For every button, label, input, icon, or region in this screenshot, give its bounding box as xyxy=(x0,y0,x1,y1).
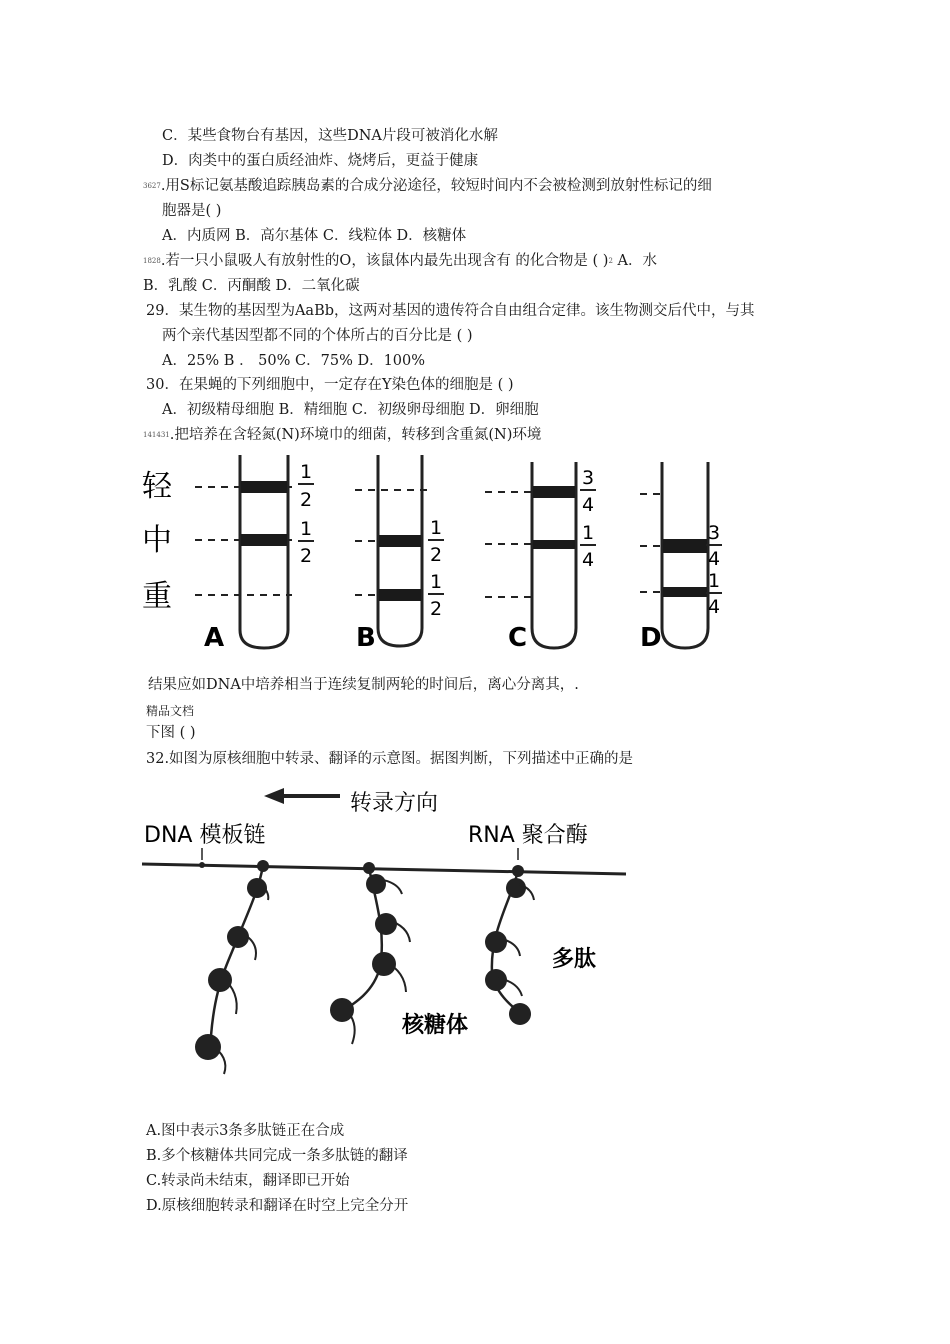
tube-a-fraction1-den: 2 xyxy=(300,489,313,511)
tube-c-fraction2-num: 1 xyxy=(582,522,595,544)
tube-a-label: A xyxy=(204,623,225,653)
ribosome xyxy=(195,1034,221,1060)
q30-stem: 30．在果蝇的下列细胞中，一定存在Y染色体的细胞是 ( ) xyxy=(146,377,514,393)
q26-option-c: C．某些食物台有基因，这些DNA片段可被消化水解 xyxy=(162,128,498,144)
tube-d-fraction2-num: 1 xyxy=(708,570,721,592)
q31-centrifuge-figure xyxy=(140,450,730,655)
q30-options: A．初级精母细胞 B．精细胞 C．初级卵母细胞 D．卵细胞 xyxy=(162,402,539,418)
tube-c-band-medium xyxy=(533,540,575,549)
tube-d-fraction1-den: 4 xyxy=(708,548,721,570)
tube-c-fraction2-den: 4 xyxy=(582,549,595,571)
q32-option-a: A.图中表示3条多肽链正在合成 xyxy=(146,1123,345,1139)
q31-result-text: 结果应如DNA中培养相当于连续复制两轮的时间后，离心分离其，. xyxy=(148,677,579,693)
ribosome xyxy=(506,878,526,898)
q32-option-d: D.原核细胞转录和翻译在时空上完全分开 xyxy=(146,1198,409,1214)
tube-a-fraction2-num: 1 xyxy=(300,518,313,540)
tube-c-label: C xyxy=(508,623,528,653)
q28-stem-text: .若一只小鼠吸人有放射性的O，该鼠体内最先出现含有 的化合物是 ( ) xyxy=(160,253,609,269)
mrna-strand-1 xyxy=(195,866,268,1074)
q27-stem-line2: 胞器是( ) xyxy=(162,203,222,219)
tube-b xyxy=(355,455,444,653)
tube-d-fraction1-num: 3 xyxy=(708,522,721,544)
tube-a-fraction2-den: 2 xyxy=(300,545,313,567)
q28-number: 1828 xyxy=(143,257,161,265)
direction-label: 转录方向 xyxy=(350,791,439,816)
q32-stem: 32.如图为原核细胞中转录、翻译的示意图。据图判断，下列描述中正确的是 xyxy=(146,751,634,767)
q29-stem-line2: 两个亲代基因型都不同的个体所占的百分比是 ( ) xyxy=(162,328,473,344)
q27-options: A．内质网 B．高尔基体 C．线粒体 D．核糖体 xyxy=(162,228,467,244)
q32-transcription-figure xyxy=(140,782,630,1082)
q26-option-d: D．肉类中的蛋白质经油炸、烧烤后，更益于健康 xyxy=(162,153,479,169)
q28-options: B．乳酸 C．丙酮酸 D．二氧化碳 xyxy=(143,278,360,294)
q28-mark: 2 xyxy=(608,257,613,265)
mrna-strand-3 xyxy=(485,871,534,1025)
q29-options: A．25% B ． 50% C．75% D．100% xyxy=(162,353,426,369)
tube-b-band-medium xyxy=(379,535,421,547)
tube-b-fraction1-den: 2 xyxy=(430,544,443,566)
tube-b-fraction2-den: 2 xyxy=(430,598,443,620)
row-label-medium: 中 xyxy=(142,523,172,558)
ribosome xyxy=(375,913,397,935)
dna-template-label: DNA 模板链 xyxy=(144,823,266,848)
rna-polymerase-label: RNA 聚合酶 xyxy=(468,823,588,848)
tube-d xyxy=(640,462,722,653)
ribosome xyxy=(227,926,249,948)
ribosome xyxy=(372,952,396,976)
q32-option-b: B.多个核糖体共同完成一条多肽链的翻译 xyxy=(146,1148,408,1164)
ribosome xyxy=(330,998,354,1022)
q31-stem xyxy=(143,425,541,445)
tube-b-fraction1-num: 1 xyxy=(430,517,443,539)
q29-stem: 29．某生物的基因型为AaBb，这两对基因的遗传符合自由组合定律。该生物测交后代中，与其 xyxy=(146,303,755,319)
ribosome xyxy=(509,1003,531,1025)
direction-arrow xyxy=(264,788,340,804)
q28-stem xyxy=(143,251,657,271)
row-label-heavy: 重 xyxy=(142,579,172,614)
ribosome xyxy=(208,968,232,992)
q28-option-a: A．水 xyxy=(612,253,658,269)
tube-c-band-light xyxy=(533,486,575,498)
q27-stem-text: .用S标记氨基酸追踪胰岛素的合成分泌途径，较短时间内不会被检测到放射性标记的细 xyxy=(160,178,712,194)
tube-a-band-medium xyxy=(241,534,287,546)
tube-a-fraction1-num: 1 xyxy=(300,461,313,483)
tube-b-fraction2-num: 1 xyxy=(430,571,443,593)
tube-d-band-medium xyxy=(663,539,707,553)
tube-c-fraction1-den: 4 xyxy=(582,494,595,516)
dna-strand xyxy=(142,864,626,874)
tube-c-fraction1-num: 3 xyxy=(582,467,595,489)
tube-d-fraction2-den: 4 xyxy=(708,596,721,618)
q27-stem xyxy=(143,176,712,196)
ribosome-label: 核糖体 xyxy=(402,1013,469,1038)
tube-a-band-light xyxy=(241,481,287,493)
tube-a xyxy=(195,455,314,653)
q31-number: 141431 xyxy=(143,431,170,439)
watermark-text: 精品文档 xyxy=(146,704,195,718)
polypeptide-label: 多肽 xyxy=(552,947,597,972)
ribosome xyxy=(366,874,386,894)
tube-d-band-heavy xyxy=(663,587,707,597)
tube-b-label: B xyxy=(356,623,376,653)
q31-tail: 下图 ( ) xyxy=(146,725,196,741)
tube-c xyxy=(485,462,596,653)
q31-stem-text: .把培养在含轻氮(N)环境巾的细菌，转移到含重氮(N)环境 xyxy=(169,427,542,443)
ribosome xyxy=(485,931,507,953)
tube-b-band-heavy xyxy=(379,589,421,601)
q32-option-c: C.转录尚未结束，翻译即已开始 xyxy=(146,1173,350,1189)
mrna-strand-2 xyxy=(330,868,410,1044)
row-label-light: 轻 xyxy=(142,469,172,504)
q27-number: 3627 xyxy=(143,182,161,190)
tube-d-label: D xyxy=(640,623,662,653)
